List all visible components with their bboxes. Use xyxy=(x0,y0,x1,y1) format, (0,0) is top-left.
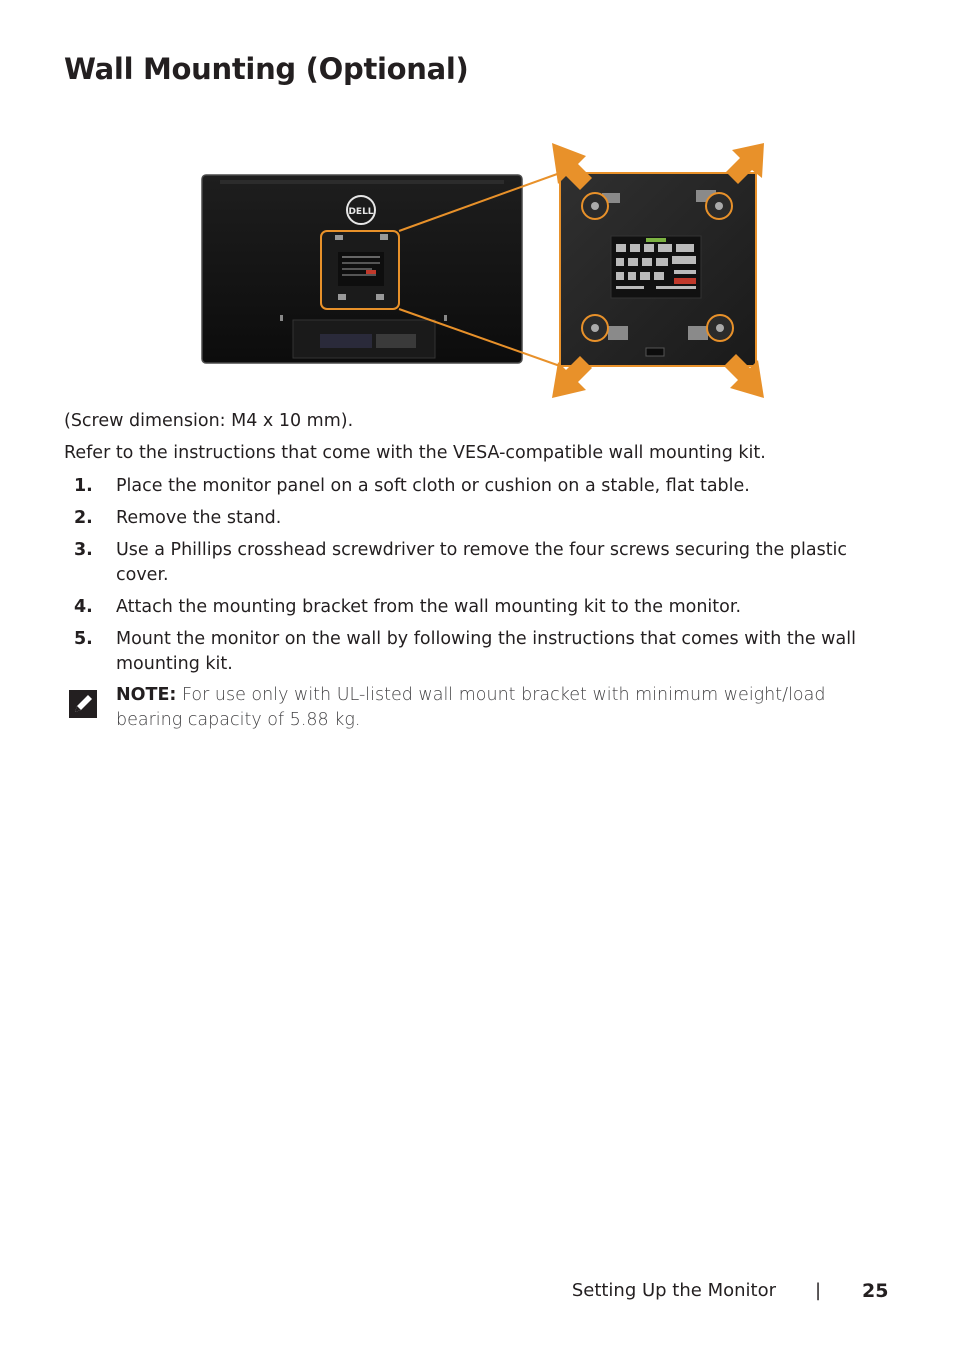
screw-hole-icon xyxy=(706,193,732,219)
step-number: 2. xyxy=(74,508,93,528)
screw-dimension-text: (Screw dimension: M4 x 10 mm). xyxy=(64,411,354,431)
list-item xyxy=(64,538,894,588)
list-item xyxy=(64,506,894,531)
vesa-area-small xyxy=(321,231,399,309)
monitor-back-diagram xyxy=(200,140,766,402)
step-text: Mount the monitor on the wall by following the instructions that comes with the wall mounting kit. xyxy=(116,629,856,674)
note-pencil-icon xyxy=(68,689,98,719)
step-text: Use a Phillips crosshead screwdriver to remove the four screws securing the plastic cover. xyxy=(116,540,848,585)
note-label: NOTE: xyxy=(116,685,177,705)
footer-section-title: Setting Up the Monitor xyxy=(571,1280,776,1301)
note-body: For use only with UL-listed wall mount bracket with minimum weight/load bearing capacity of 5.88 kg. xyxy=(116,685,826,730)
wall-mount-illustration xyxy=(200,140,766,402)
dell-logo-text: DELL xyxy=(348,207,374,217)
step-number: 5. xyxy=(74,629,93,649)
step-number: 4. xyxy=(74,597,93,617)
page-footer xyxy=(0,1280,954,1310)
step-number: 1. xyxy=(74,476,93,496)
screw-hole-icon xyxy=(707,315,733,341)
note-block xyxy=(64,683,894,733)
page-title: Wall Mounting (Optional) xyxy=(64,52,469,86)
step-text: Place the monitor panel on a soft cloth or cushion on a stable, flat table. xyxy=(116,476,750,496)
intro-text: Refer to the instructions that come with the VESA-compatible wall mounting kit. xyxy=(64,443,766,463)
step-text: Attach the mounting bracket from the wall mounting kit to the monitor. xyxy=(116,597,742,617)
screw-hole-icon xyxy=(582,315,608,341)
list-item xyxy=(64,595,894,620)
note-text xyxy=(116,683,894,733)
list-item xyxy=(64,474,894,499)
instruction-steps xyxy=(64,474,894,684)
list-item xyxy=(64,627,894,677)
step-text: Remove the stand. xyxy=(116,508,282,528)
step-number: 3. xyxy=(74,540,93,560)
footer-separator: | xyxy=(815,1280,822,1301)
screw-hole-icon xyxy=(582,193,608,219)
page-number: 25 xyxy=(862,1280,889,1302)
